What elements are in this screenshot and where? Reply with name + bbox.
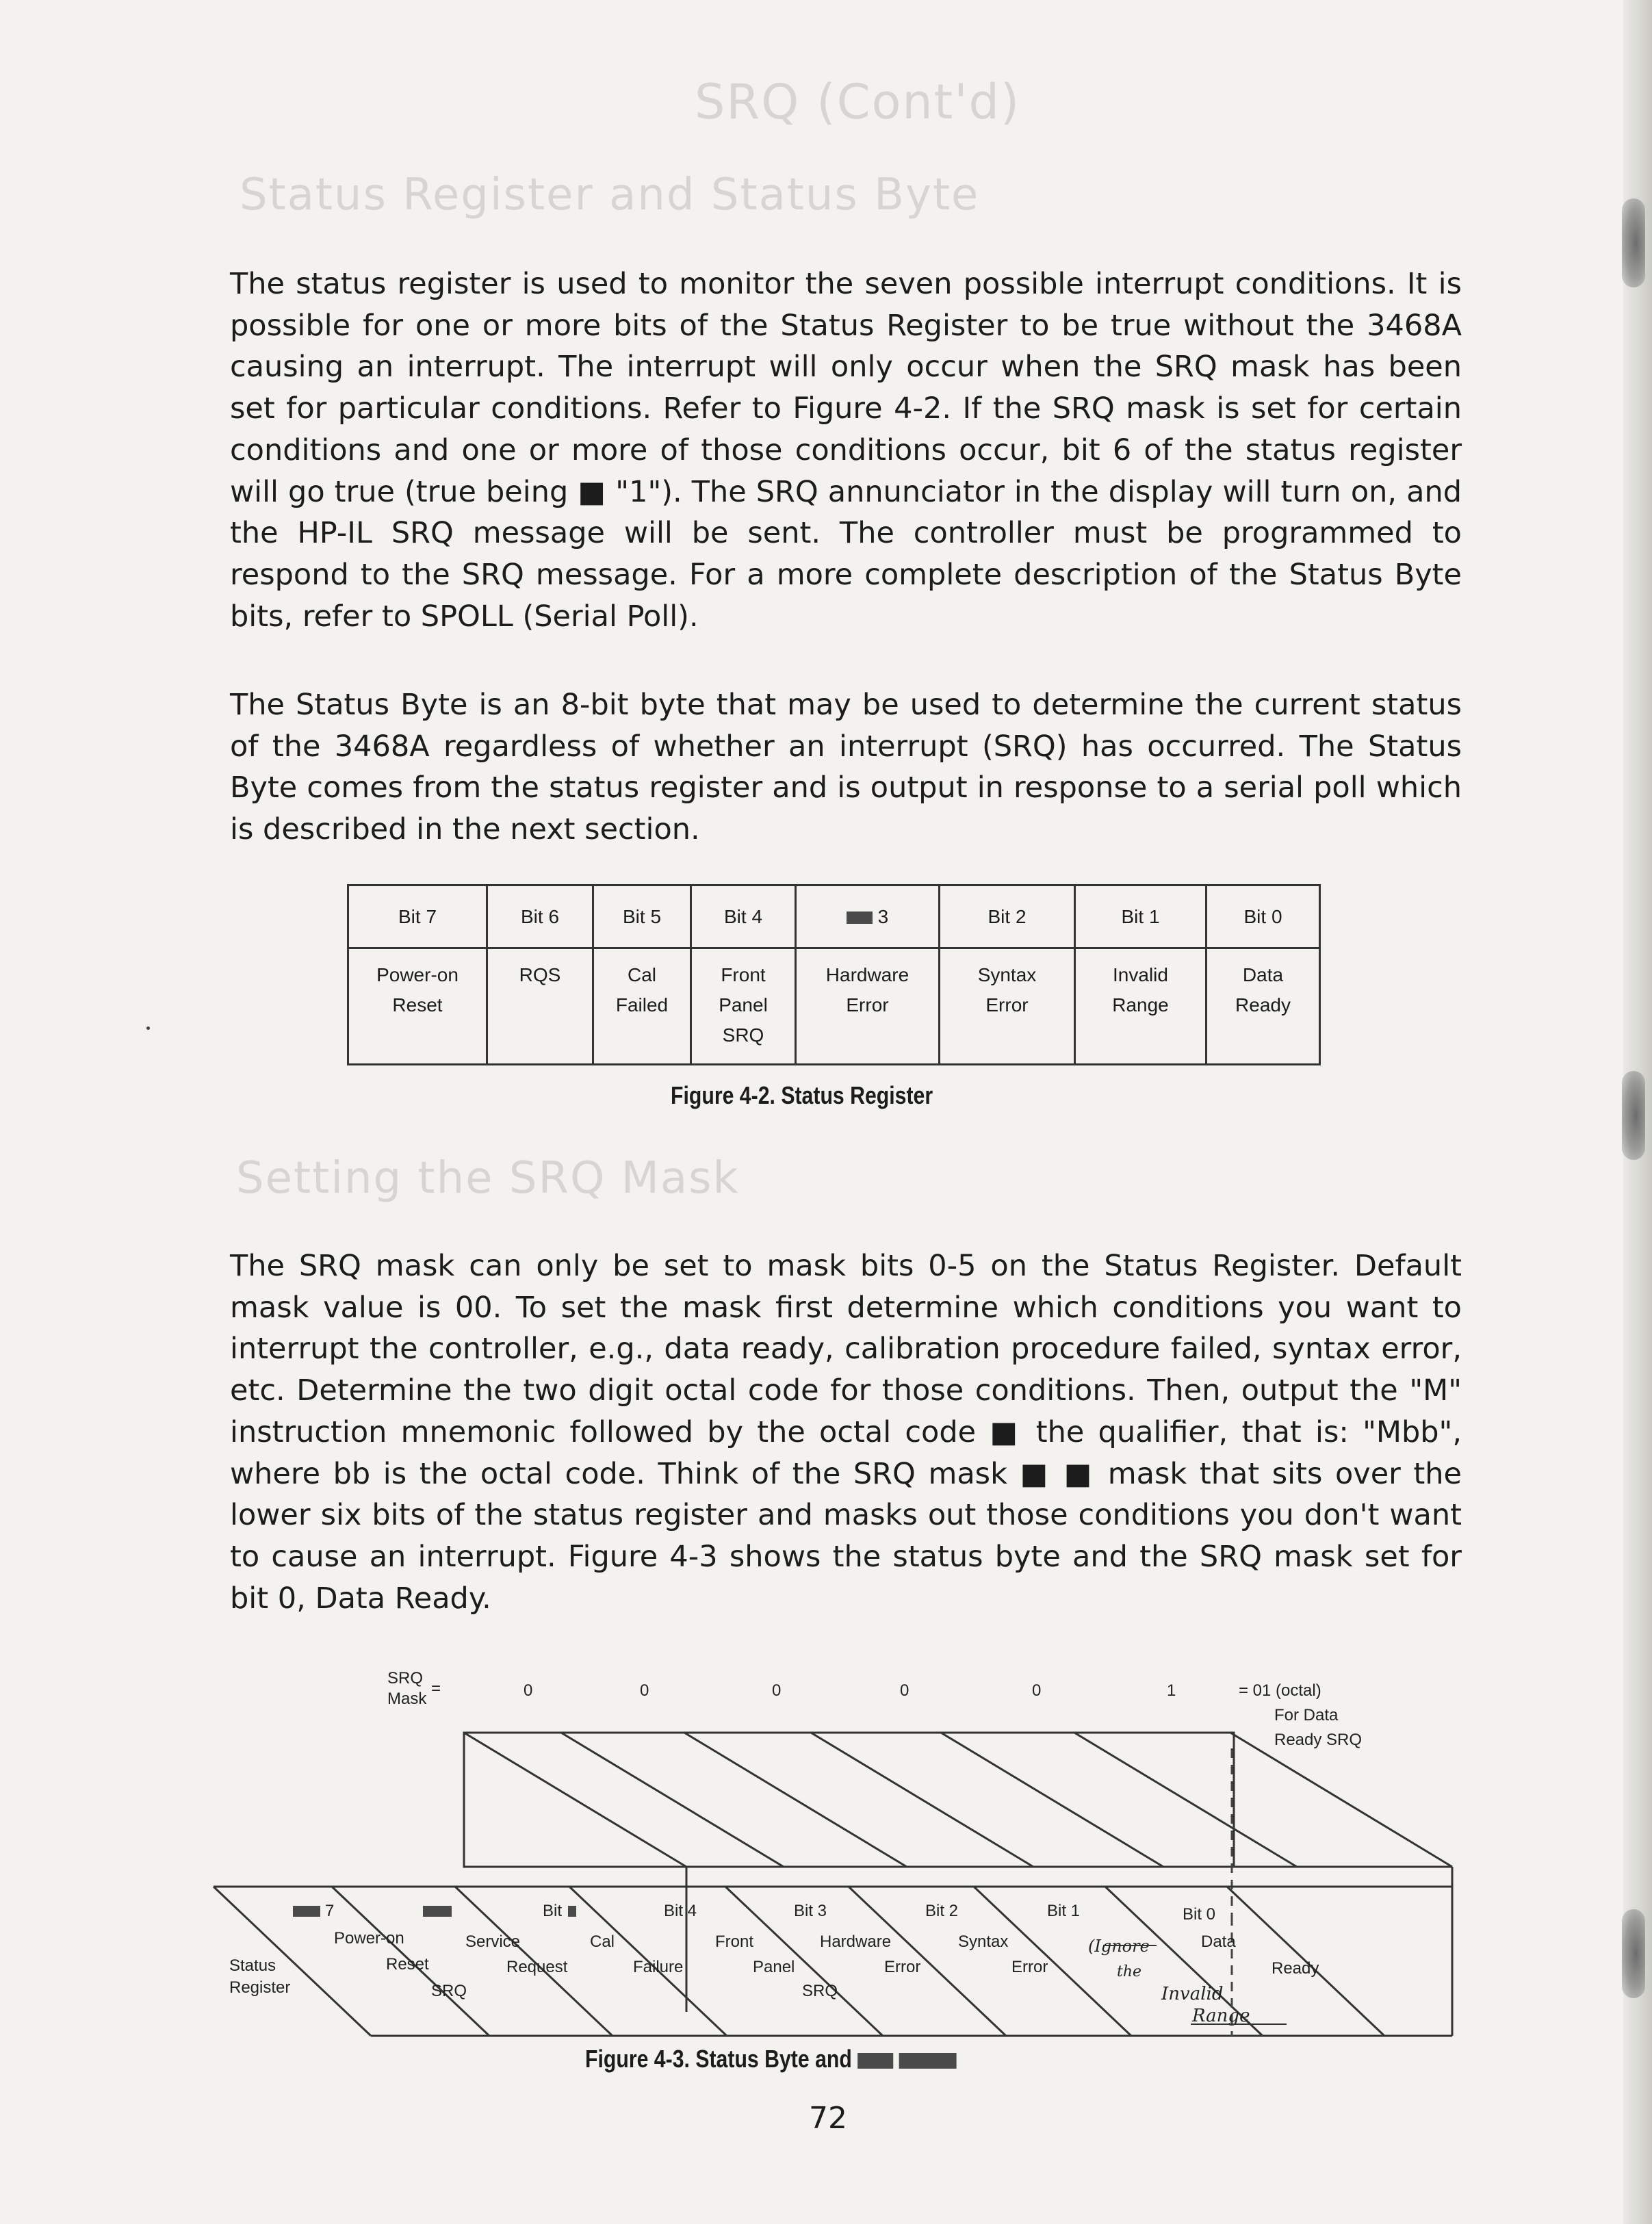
bit-name: Panel: [753, 1958, 795, 1976]
bit-name: SRQ: [802, 1982, 838, 2000]
srq-mask-label: Mask: [387, 1690, 427, 1708]
redaction-mark: [423, 1906, 452, 1917]
bit-name: Data: [1201, 1932, 1236, 1951]
cell-bit2: Syntax Error: [940, 948, 1075, 1065]
bit-name: Request: [506, 1958, 568, 1976]
bit-label: Bit 4: [664, 1902, 697, 1920]
redaction-mark: [847, 911, 873, 924]
cell-bit0: Data Ready: [1206, 948, 1320, 1065]
section-heading-srq-mask: Setting the SRQ Mask: [236, 1153, 740, 1204]
redaction-mark: [857, 2053, 893, 2069]
header-bit5: Bit 5: [593, 885, 691, 948]
bit-name: Power-on: [334, 1929, 404, 1948]
bit-label: Bit 0: [1183, 1905, 1216, 1924]
hatch-line: [811, 1733, 1033, 1867]
bit-name: Front: [715, 1932, 754, 1951]
redaction-mark: [568, 1906, 576, 1917]
bit-name: Syntax: [958, 1932, 1009, 1951]
figure-4-3-caption-text: Figure 4-3. Status Byte and: [585, 2045, 852, 2073]
table-row: [348, 948, 1320, 1065]
redaction-mark: [899, 2053, 957, 2069]
hatch-line: [561, 1733, 784, 1867]
bit-name: Hardware: [820, 1932, 892, 1951]
status-register-label: Register: [229, 1978, 291, 1997]
binder-hole: [1622, 198, 1645, 287]
hatch-line: [464, 1733, 686, 1867]
bit-name: SRQ: [431, 1982, 467, 2000]
svg-text:the: the: [1117, 1963, 1142, 1980]
cell-bit7: Power-on Reset: [348, 948, 487, 1065]
mask-value: 1: [1167, 1681, 1176, 1700]
bit-label: Bit 3: [794, 1902, 827, 1920]
paragraph-srq-mask: The SRQ mask can only be set to mask bits 0-5 on the Status Register. Default mask value is 00. To set the mask first determine which conditions you want to interrupt the controller, e.g., data ready, calibration procedure failed, syntax error, etc. Determine the two digit octal code for those conditions. Then, output the "M" instruction mnemonic followed by the octal code ■ the qualifier, that is: "Mbb", where bb is the octal code. Think of the SRQ mask ■ ■ mask that sits over the lower six bits of the status register and masks out those conditions you don't want to cause an interrupt. Figure 4-3 shows the status byte and the SRQ mask set for bit 0, Data Ready.: [230, 1249, 1462, 1616]
hatch-line: [684, 1733, 907, 1867]
header-bit6: Bit 6: [487, 885, 593, 948]
svg-text:(Ignore: (Ignore: [1088, 1937, 1150, 1956]
mask-box: [464, 1733, 1234, 1867]
bit-name: Reset: [386, 1955, 429, 1974]
header-bit4: Bit 4: [691, 885, 796, 948]
binder-hole: [1622, 1071, 1645, 1160]
bit-name: Error: [884, 1958, 921, 1976]
redaction-mark: [293, 1906, 320, 1917]
status-register-table: [347, 884, 1321, 1065]
mask-value: 0: [900, 1681, 909, 1700]
bit-name: Error: [1011, 1958, 1048, 1976]
svg-text:Range: Range: [1192, 2006, 1250, 2026]
bit-label: Bit: [543, 1902, 563, 1920]
cell-bit4: Front Panel SRQ: [691, 948, 796, 1065]
handwritten-note: [1088, 1937, 1287, 2026]
bit-name: Failure: [633, 1958, 684, 1976]
bit-label: 7: [325, 1902, 335, 1920]
header-bit0: Bit 0: [1206, 885, 1320, 948]
bit-label: Bit 2: [925, 1902, 959, 1920]
table-header-row: [348, 885, 1320, 948]
header-bit3-label: 3: [877, 905, 889, 927]
mask-value: 0: [772, 1681, 782, 1700]
cell-bit5: Cal Failed: [593, 948, 691, 1065]
page-title: SRQ (Cont'd): [695, 74, 1021, 130]
section-heading-status: Status Register and Status Byte: [240, 170, 980, 220]
bit-name: Cal: [590, 1932, 615, 1951]
cell-bit6: RQS: [487, 948, 593, 1065]
scan-speck: [146, 1026, 150, 1030]
srq-mask-label: SRQ: [387, 1669, 424, 1688]
svg-text:Invalid: Invalid: [1161, 1984, 1224, 2004]
mask-value: 0: [524, 1681, 533, 1700]
mask-value: 0: [640, 1681, 649, 1700]
paragraph-status-byte: The Status Byte is an 8-bit byte that may be used to determine the current status of the 3468A regardless of whether an interrupt (SRQ) has occurred. The Status Byte comes from the status register and is output in response to a serial poll which is described in the next section.: [230, 688, 1462, 847]
mask-value: 0: [1032, 1681, 1042, 1700]
header-bit3: [796, 885, 940, 948]
paragraph-status-register: The status register is used to monitor the seven possible interrupt conditions. It is possible for one or more bits of the Status Register to be true without the 3468A causing an interrupt. The interrupt will only occur when the SRQ mask has been set for particular conditions. Refer to Figure 4-2. If the SRQ mask is set for certain conditions and one or more of those conditions occur, bit 6 of the status register will go true (true being ■ "1"). The SRQ annunciator in the display will turn on, and the HP-IL SRQ message will be sent. The controller must be programmed to respond to the SRQ message. For a more complete description of the Status Byte bits, refer to SPOLL (Serial Poll).: [230, 267, 1462, 634]
mask-result: For Data: [1274, 1706, 1339, 1724]
figure-4-3-caption: [585, 2045, 957, 2073]
bit-label: Bit 1: [1047, 1902, 1081, 1920]
status-register-label: Status: [229, 1956, 276, 1975]
figure-4-3-diagram: [0, 1656, 1652, 2039]
bit-name: Service: [465, 1932, 521, 1951]
cell-bit1: Invalid Range: [1075, 948, 1206, 1065]
srq-mask-equals: =: [431, 1679, 441, 1698]
hatch-line: [941, 1733, 1163, 1867]
cell-bit3: Hardware Error: [796, 948, 940, 1065]
page-number: 72: [809, 2101, 847, 2136]
header-bit2: Bit 2: [940, 885, 1075, 948]
mask-result: Ready SRQ: [1274, 1731, 1363, 1749]
header-bit7: Bit 7: [348, 885, 487, 948]
figure-4-2-caption: Figure 4-2. Status Register: [671, 1081, 933, 1109]
bit-name: Ready: [1272, 1959, 1319, 1978]
mask-result: = 01 (octal): [1239, 1681, 1321, 1700]
header-bit1: Bit 1: [1075, 885, 1206, 948]
